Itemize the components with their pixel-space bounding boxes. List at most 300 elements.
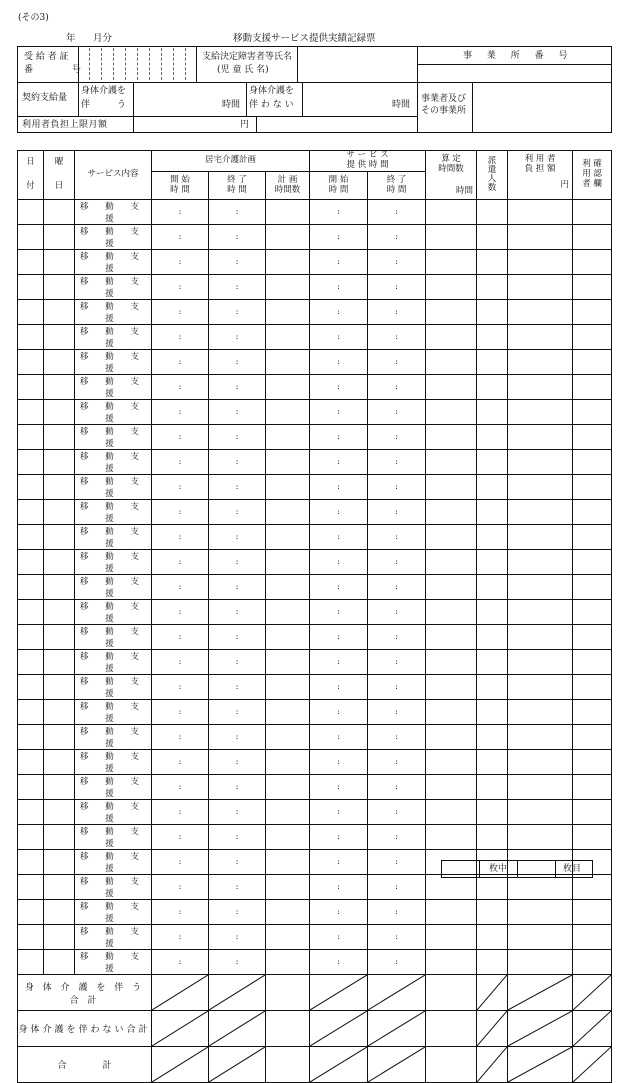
plan-end-cell[interactable]: : [209, 375, 266, 400]
user-burden-cell[interactable] [508, 625, 573, 650]
day-cell[interactable] [18, 350, 44, 375]
provided-start-cell[interactable]: : [310, 500, 368, 525]
plan-start-cell[interactable]: : [152, 525, 209, 550]
confirmation-cell[interactable] [573, 950, 612, 975]
provided-end-cell[interactable]: : [368, 925, 426, 950]
confirmation-cell[interactable] [573, 250, 612, 275]
staff-count-cell[interactable] [477, 450, 508, 475]
day-cell[interactable] [18, 250, 44, 275]
plan-end-cell[interactable]: : [209, 475, 266, 500]
plan-hours-cell[interactable] [266, 875, 310, 900]
provided-end-cell[interactable]: : [368, 825, 426, 850]
user-burden-cell[interactable] [508, 225, 573, 250]
user-burden-cell[interactable] [508, 475, 573, 500]
provided-end-cell[interactable]: : [368, 950, 426, 975]
confirmation-cell[interactable] [573, 200, 612, 225]
provided-start-cell[interactable]: : [310, 200, 368, 225]
day-cell[interactable] [18, 650, 44, 675]
user-burden-cell[interactable] [508, 300, 573, 325]
plan-start-cell[interactable]: : [152, 825, 209, 850]
day-cell[interactable] [18, 275, 44, 300]
provided-start-cell[interactable]: : [310, 650, 368, 675]
user-burden-cell[interactable] [508, 800, 573, 825]
plan-start-cell[interactable]: : [152, 250, 209, 275]
confirmation-cell[interactable] [573, 750, 612, 775]
plan-start-cell[interactable]: : [152, 600, 209, 625]
weekday-cell[interactable] [44, 850, 75, 875]
provided-end-cell[interactable]: : [368, 800, 426, 825]
user-burden-cell[interactable] [508, 725, 573, 750]
plan-start-cell[interactable]: : [152, 700, 209, 725]
calc-hours-cell[interactable] [426, 825, 477, 850]
staff-count-cell[interactable] [477, 900, 508, 925]
day-cell[interactable] [18, 800, 44, 825]
plan-start-cell[interactable]: : [152, 575, 209, 600]
calc-hours-cell[interactable] [426, 275, 477, 300]
staff-count-cell[interactable] [477, 650, 508, 675]
calc-hours-cell[interactable] [426, 725, 477, 750]
weekday-cell[interactable] [44, 425, 75, 450]
calc-hours-cell[interactable] [426, 775, 477, 800]
provided-start-cell[interactable]: : [310, 300, 368, 325]
provided-start-cell[interactable]: : [310, 800, 368, 825]
provided-end-cell[interactable]: : [368, 400, 426, 425]
day-cell[interactable] [18, 875, 44, 900]
user-burden-cell[interactable] [508, 550, 573, 575]
plan-start-cell[interactable]: : [152, 475, 209, 500]
calc-hours-cell[interactable] [426, 625, 477, 650]
provided-end-cell[interactable]: : [368, 650, 426, 675]
plan-start-cell[interactable]: : [152, 650, 209, 675]
provided-end-cell[interactable]: : [368, 675, 426, 700]
plan-hours-cell[interactable] [266, 850, 310, 875]
plan-end-cell[interactable]: : [209, 800, 266, 825]
plan-end-cell[interactable]: : [209, 650, 266, 675]
plan-start-cell[interactable]: : [152, 625, 209, 650]
provided-end-cell[interactable]: : [368, 450, 426, 475]
plan-hours-cell[interactable] [266, 275, 310, 300]
day-cell[interactable] [18, 600, 44, 625]
calc-hours-cell[interactable] [426, 750, 477, 775]
provided-start-cell[interactable]: : [310, 425, 368, 450]
calc-hours-cell[interactable] [426, 425, 477, 450]
calc-hours-cell[interactable] [426, 700, 477, 725]
confirmation-cell[interactable] [573, 400, 612, 425]
staff-count-cell[interactable] [477, 350, 508, 375]
staff-count-cell[interactable] [477, 525, 508, 550]
plan-hours-cell[interactable] [266, 750, 310, 775]
staff-count-cell[interactable] [477, 550, 508, 575]
plan-end-cell[interactable]: : [209, 775, 266, 800]
provided-end-cell[interactable]: : [368, 750, 426, 775]
staff-count-cell[interactable] [477, 825, 508, 850]
plan-hours-cell[interactable] [266, 350, 310, 375]
calc-hours-cell[interactable] [426, 675, 477, 700]
provided-end-cell[interactable]: : [368, 250, 426, 275]
plan-end-cell[interactable]: : [209, 525, 266, 550]
weekday-cell[interactable] [44, 825, 75, 850]
weekday-cell[interactable] [44, 650, 75, 675]
calc-hours-cell[interactable] [426, 900, 477, 925]
plan-hours-cell[interactable] [266, 475, 310, 500]
plan-hours-cell[interactable] [266, 400, 310, 425]
user-burden-cell[interactable] [508, 875, 573, 900]
provided-end-cell[interactable]: : [368, 225, 426, 250]
plan-hours-cell[interactable] [266, 625, 310, 650]
provided-end-cell[interactable]: : [368, 300, 426, 325]
calc-hours-cell[interactable] [426, 225, 477, 250]
weekday-cell[interactable] [44, 700, 75, 725]
plan-start-cell[interactable]: : [152, 200, 209, 225]
user-burden-cell[interactable] [508, 200, 573, 225]
plan-start-cell[interactable]: : [152, 450, 209, 475]
weekday-cell[interactable] [44, 925, 75, 950]
provided-start-cell[interactable]: : [310, 775, 368, 800]
user-burden-cell[interactable] [508, 750, 573, 775]
plan-end-cell[interactable]: : [209, 225, 266, 250]
confirmation-cell[interactable] [573, 525, 612, 550]
calc-hours-total[interactable] [426, 1011, 477, 1047]
plan-start-cell[interactable]: : [152, 675, 209, 700]
calc-hours-cell[interactable] [426, 875, 477, 900]
provided-start-cell[interactable]: : [310, 275, 368, 300]
provided-end-cell[interactable]: : [368, 900, 426, 925]
provided-start-cell[interactable]: : [310, 625, 368, 650]
confirmation-cell[interactable] [573, 650, 612, 675]
day-cell[interactable] [18, 225, 44, 250]
staff-count-cell[interactable] [477, 775, 508, 800]
plan-hours-cell[interactable] [266, 500, 310, 525]
plan-hours-cell[interactable] [266, 525, 310, 550]
day-cell[interactable] [18, 550, 44, 575]
plan-end-cell[interactable]: : [209, 275, 266, 300]
day-cell[interactable] [18, 200, 44, 225]
day-cell[interactable] [18, 475, 44, 500]
user-burden-cell[interactable] [508, 450, 573, 475]
plan-hours-cell[interactable] [266, 600, 310, 625]
weekday-cell[interactable] [44, 400, 75, 425]
weekday-cell[interactable] [44, 950, 75, 975]
plan-hours-cell[interactable] [266, 950, 310, 975]
day-cell[interactable] [18, 500, 44, 525]
provided-end-cell[interactable]: : [368, 375, 426, 400]
confirmation-cell[interactable] [573, 775, 612, 800]
confirmation-cell[interactable] [573, 375, 612, 400]
provided-start-cell[interactable]: : [310, 725, 368, 750]
calc-hours-cell[interactable] [426, 500, 477, 525]
confirmation-cell[interactable] [573, 800, 612, 825]
plan-end-cell[interactable]: : [209, 500, 266, 525]
day-cell[interactable] [18, 725, 44, 750]
plan-hours-cell[interactable] [266, 800, 310, 825]
plan-start-cell[interactable]: : [152, 800, 209, 825]
weekday-cell[interactable] [44, 500, 75, 525]
plan-end-cell[interactable]: : [209, 750, 266, 775]
plan-end-cell[interactable]: : [209, 700, 266, 725]
plan-hours-cell[interactable] [266, 925, 310, 950]
user-burden-cell[interactable] [508, 325, 573, 350]
plan-end-cell[interactable]: : [209, 725, 266, 750]
provided-start-cell[interactable]: : [310, 600, 368, 625]
calc-hours-cell[interactable] [426, 525, 477, 550]
provided-start-cell[interactable]: : [310, 325, 368, 350]
provided-end-cell[interactable]: : [368, 500, 426, 525]
calc-hours-cell[interactable] [426, 575, 477, 600]
weekday-cell[interactable] [44, 875, 75, 900]
provided-end-cell[interactable]: : [368, 775, 426, 800]
staff-count-cell[interactable] [477, 375, 508, 400]
calc-hours-cell[interactable] [426, 450, 477, 475]
weekday-cell[interactable] [44, 800, 75, 825]
day-cell[interactable] [18, 375, 44, 400]
provided-end-cell[interactable]: : [368, 700, 426, 725]
plan-start-cell[interactable]: : [152, 950, 209, 975]
plan-hours-cell[interactable] [266, 550, 310, 575]
plan-hours-cell[interactable] [266, 675, 310, 700]
plan-end-cell[interactable]: : [209, 950, 266, 975]
day-cell[interactable] [18, 450, 44, 475]
weekday-cell[interactable] [44, 575, 75, 600]
day-cell[interactable] [18, 575, 44, 600]
confirmation-cell[interactable] [573, 875, 612, 900]
user-burden-cell[interactable] [508, 425, 573, 450]
confirmation-cell[interactable] [573, 625, 612, 650]
confirmation-cell[interactable] [573, 575, 612, 600]
staff-count-cell[interactable] [477, 500, 508, 525]
user-burden-cell[interactable] [508, 675, 573, 700]
weekday-cell[interactable] [44, 450, 75, 475]
weekday-cell[interactable] [44, 550, 75, 575]
user-burden-cell[interactable] [508, 500, 573, 525]
plan-end-cell[interactable]: : [209, 350, 266, 375]
plan-hours-cell[interactable] [266, 650, 310, 675]
calc-hours-cell[interactable] [426, 800, 477, 825]
plan-start-cell[interactable]: : [152, 550, 209, 575]
user-burden-cell[interactable] [508, 375, 573, 400]
staff-count-cell[interactable] [477, 675, 508, 700]
provided-end-cell[interactable]: : [368, 475, 426, 500]
plan-end-cell[interactable]: : [209, 300, 266, 325]
confirmation-cell[interactable] [573, 900, 612, 925]
staff-count-cell[interactable] [477, 575, 508, 600]
confirmation-cell[interactable] [573, 825, 612, 850]
confirmation-cell[interactable] [573, 675, 612, 700]
confirmation-cell[interactable] [573, 475, 612, 500]
staff-count-cell[interactable] [477, 275, 508, 300]
provided-end-cell[interactable]: : [368, 575, 426, 600]
provided-start-cell[interactable]: : [310, 550, 368, 575]
staff-count-cell[interactable] [477, 700, 508, 725]
plan-hours-cell[interactable] [266, 200, 310, 225]
weekday-cell[interactable] [44, 625, 75, 650]
provided-end-cell[interactable]: : [368, 350, 426, 375]
plan-hours-cell[interactable] [266, 325, 310, 350]
confirmation-cell[interactable] [573, 275, 612, 300]
plan-hours-cell[interactable] [266, 375, 310, 400]
weekday-cell[interactable] [44, 600, 75, 625]
user-burden-cell[interactable] [508, 825, 573, 850]
day-cell[interactable] [18, 775, 44, 800]
plan-hours-cell[interactable] [266, 425, 310, 450]
provided-start-cell[interactable]: : [310, 475, 368, 500]
plan-start-cell[interactable]: : [152, 400, 209, 425]
plan-hours-cell[interactable] [266, 900, 310, 925]
weekday-cell[interactable] [44, 900, 75, 925]
confirmation-cell[interactable] [573, 350, 612, 375]
weekday-cell[interactable] [44, 225, 75, 250]
weekday-cell[interactable] [44, 325, 75, 350]
provided-end-cell[interactable]: : [368, 625, 426, 650]
plan-end-cell[interactable]: : [209, 600, 266, 625]
plan-hours-total[interactable] [266, 1011, 310, 1047]
plan-end-cell[interactable]: : [209, 675, 266, 700]
confirmation-cell[interactable] [573, 500, 612, 525]
provided-start-cell[interactable]: : [310, 750, 368, 775]
plan-end-cell[interactable]: : [209, 550, 266, 575]
provided-start-cell[interactable]: : [310, 450, 368, 475]
plan-start-cell[interactable]: : [152, 375, 209, 400]
plan-hours-cell[interactable] [266, 825, 310, 850]
staff-count-cell[interactable] [477, 600, 508, 625]
provided-start-cell[interactable]: : [310, 700, 368, 725]
provided-start-cell[interactable]: : [310, 400, 368, 425]
day-cell[interactable] [18, 850, 44, 875]
user-burden-cell[interactable] [508, 350, 573, 375]
calc-hours-cell[interactable] [426, 600, 477, 625]
plan-start-cell[interactable]: : [152, 850, 209, 875]
calc-hours-cell[interactable] [426, 350, 477, 375]
confirmation-cell[interactable] [573, 300, 612, 325]
day-cell[interactable] [18, 675, 44, 700]
plan-start-cell[interactable]: : [152, 875, 209, 900]
plan-hours-cell[interactable] [266, 775, 310, 800]
plan-end-cell[interactable]: : [209, 850, 266, 875]
weekday-cell[interactable] [44, 200, 75, 225]
plan-hours-cell[interactable] [266, 725, 310, 750]
provided-end-cell[interactable]: : [368, 525, 426, 550]
confirmation-cell[interactable] [573, 925, 612, 950]
weekday-cell[interactable] [44, 300, 75, 325]
staff-count-cell[interactable] [477, 400, 508, 425]
weekday-cell[interactable] [44, 675, 75, 700]
plan-hours-total[interactable] [266, 975, 310, 1011]
plan-end-cell[interactable]: : [209, 400, 266, 425]
weekday-cell[interactable] [44, 525, 75, 550]
weekday-cell[interactable] [44, 475, 75, 500]
user-burden-cell[interactable] [508, 775, 573, 800]
provided-start-cell[interactable]: : [310, 900, 368, 925]
calc-hours-cell[interactable] [426, 475, 477, 500]
calc-hours-total[interactable] [426, 1047, 477, 1083]
plan-start-cell[interactable]: : [152, 750, 209, 775]
day-cell[interactable] [18, 700, 44, 725]
staff-count-cell[interactable] [477, 300, 508, 325]
plan-start-cell[interactable]: : [152, 775, 209, 800]
provided-end-cell[interactable]: : [368, 875, 426, 900]
staff-count-cell[interactable] [477, 200, 508, 225]
calc-hours-cell[interactable] [426, 400, 477, 425]
provided-end-cell[interactable]: : [368, 275, 426, 300]
confirmation-cell[interactable] [573, 425, 612, 450]
staff-count-cell[interactable] [477, 625, 508, 650]
confirmation-cell[interactable] [573, 600, 612, 625]
day-cell[interactable] [18, 325, 44, 350]
plan-start-cell[interactable]: : [152, 275, 209, 300]
user-burden-cell[interactable] [508, 275, 573, 300]
plan-end-cell[interactable]: : [209, 450, 266, 475]
confirmation-cell[interactable] [573, 325, 612, 350]
plan-start-cell[interactable]: : [152, 325, 209, 350]
day-cell[interactable] [18, 925, 44, 950]
provided-start-cell[interactable]: : [310, 225, 368, 250]
staff-count-cell[interactable] [477, 800, 508, 825]
plan-end-cell[interactable]: : [209, 625, 266, 650]
provided-end-cell[interactable]: : [368, 425, 426, 450]
staff-count-cell[interactable] [477, 425, 508, 450]
plan-hours-cell[interactable] [266, 450, 310, 475]
user-burden-cell[interactable] [508, 700, 573, 725]
weekday-cell[interactable] [44, 375, 75, 400]
provided-start-cell[interactable]: : [310, 575, 368, 600]
calc-hours-cell[interactable] [426, 950, 477, 975]
provided-start-cell[interactable]: : [310, 850, 368, 875]
plan-hours-cell[interactable] [266, 575, 310, 600]
provided-end-cell[interactable]: : [368, 600, 426, 625]
confirmation-cell[interactable] [573, 450, 612, 475]
calc-hours-cell[interactable] [426, 925, 477, 950]
day-cell[interactable] [18, 750, 44, 775]
calc-hours-total[interactable] [426, 975, 477, 1011]
provided-end-cell[interactable]: : [368, 200, 426, 225]
day-cell[interactable] [18, 825, 44, 850]
plan-end-cell[interactable]: : [209, 875, 266, 900]
staff-count-cell[interactable] [477, 725, 508, 750]
provided-start-cell[interactable]: : [310, 925, 368, 950]
plan-hours-cell[interactable] [266, 300, 310, 325]
plan-start-cell[interactable]: : [152, 725, 209, 750]
provided-start-cell[interactable]: : [310, 875, 368, 900]
plan-hours-cell[interactable] [266, 225, 310, 250]
user-burden-cell[interactable] [508, 650, 573, 675]
calc-hours-cell[interactable] [426, 550, 477, 575]
plan-start-cell[interactable]: : [152, 925, 209, 950]
weekday-cell[interactable] [44, 750, 75, 775]
staff-count-cell[interactable] [477, 325, 508, 350]
staff-count-cell[interactable] [477, 875, 508, 900]
calc-hours-cell[interactable] [426, 250, 477, 275]
provided-start-cell[interactable]: : [310, 675, 368, 700]
staff-count-cell[interactable] [477, 250, 508, 275]
calc-hours-cell[interactable] [426, 200, 477, 225]
weekday-cell[interactable] [44, 275, 75, 300]
provided-start-cell[interactable]: : [310, 950, 368, 975]
user-burden-cell[interactable] [508, 250, 573, 275]
day-cell[interactable] [18, 300, 44, 325]
provided-end-cell[interactable]: : [368, 725, 426, 750]
calc-hours-cell[interactable] [426, 375, 477, 400]
staff-count-cell[interactable] [477, 475, 508, 500]
plan-end-cell[interactable]: : [209, 250, 266, 275]
user-burden-cell[interactable] [508, 600, 573, 625]
plan-end-cell[interactable]: : [209, 575, 266, 600]
day-cell[interactable] [18, 525, 44, 550]
staff-count-cell[interactable] [477, 750, 508, 775]
user-burden-cell[interactable] [508, 575, 573, 600]
user-burden-cell[interactable] [508, 525, 573, 550]
weekday-cell[interactable] [44, 725, 75, 750]
provided-start-cell[interactable]: : [310, 825, 368, 850]
weekday-cell[interactable] [44, 350, 75, 375]
